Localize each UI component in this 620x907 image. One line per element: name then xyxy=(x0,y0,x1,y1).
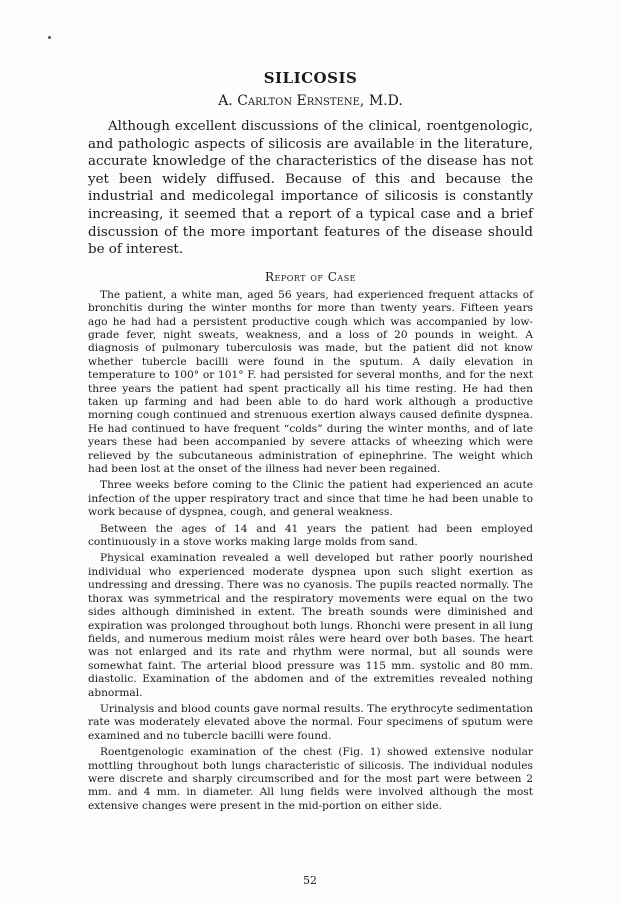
case-paragraph-4: Physical examination revealed a well developed but rather poorly nourished individual who experienced moderate dyspnea upon such slight exertion as undressing and dressing. There was no cyanosis. The pupils reacted normally. The thorax was symmetrical and the respiratory movements were equal on the two sides although diminished in extent. The breath sounds were diminished and expiration was prolonged throughout both lungs. Rhonchi were present in all lung fields, and numerous medium moist râles were heard over both bases. The heart was not enlarged and its rate and rhythm were normal, but all sounds were somewhat faint. The arterial blood pressure was 115 mm. systolic and 80 mm. diastolic. Examination of the abdomen and of the extremities revealed nothing abnormal. xyxy=(88,552,533,699)
case-paragraph-3: Between the ages of 14 and 41 years the patient had been employed continuously in a stove works making large molds from sand. xyxy=(88,522,533,549)
article-title: SILICOSIS xyxy=(263,69,358,87)
section-heading: Report of Case xyxy=(264,269,357,284)
case-paragraph-5: Urinalysis and blood counts gave normal results. The erythrocyte sedimentation rate was moderately elevated above the normal. Four specimens of sputum were examined and no tubercle bacilli were found. xyxy=(88,702,533,742)
case-paragraph-1: The patient, a white man, aged 56 years, had experienced frequent attacks of bronchitis during the winter months for more than twenty years. Fifteen years ago he had had a persistent productive cough which was accompanied by low-grade fever, night sweats, weakness, and a loss of 20 pounds in weight. A diagnosis of pulmonary tuberculosis was made, but the patient did not know whether tubercle bacilli were found in the sputum. A daily elevation in temperature to 100° or 101° F. had persisted for several months, and for the next three years the patient had spent practically all his time resting. He had then taken up farming and had been able to do hard work although a productive morning cough continued and strenuous exertion always caused definite dyspnea. He had continued to have frequent “colds” during the winter months, and of late years these had been accompanied by severe attacks of wheezing which were relieved by the subcutaneous administration of epinephrine. The weight which had been lost at the onset of the illness had never been regained. xyxy=(88,288,533,476)
page-number: 52 xyxy=(303,874,317,887)
intro-paragraph: Although excellent discussions of the clinical, roentgenologic, and pathologic aspects of silicosis are available in the literature, accurate knowledge of the characteristics of the disease has not yet been widely diffused. Because of this and because the industrial and medicolegal importance of silicosis is constantly increasing, it seemed that a report of a typical case and a brief discussion of the more important features of the disease should be of interest. xyxy=(88,119,533,258)
case-paragraph-6: Roentgenologic examination of the chest (Fig. 1) showed extensive nodular mottling throughout both lungs characteristic of silicosis. The individual nodules were discrete and sharply circumscribed and for the most part were between 2 mm. and 4 mm. in diameter. All lung fields were involved although the most extensive changes were present in the mid-portion on either side. xyxy=(88,746,533,812)
author-line: A. Carlton Ernstene, M.D. xyxy=(218,93,403,109)
margin-mark xyxy=(48,36,51,39)
article xyxy=(88,68,533,816)
case-paragraph-2: Three weeks before coming to the Clinic the patient had experienced an acute infection of the upper respiratory tract and since that time he had been unable to work because of dyspnea, cough, and general weakness. xyxy=(88,479,533,519)
